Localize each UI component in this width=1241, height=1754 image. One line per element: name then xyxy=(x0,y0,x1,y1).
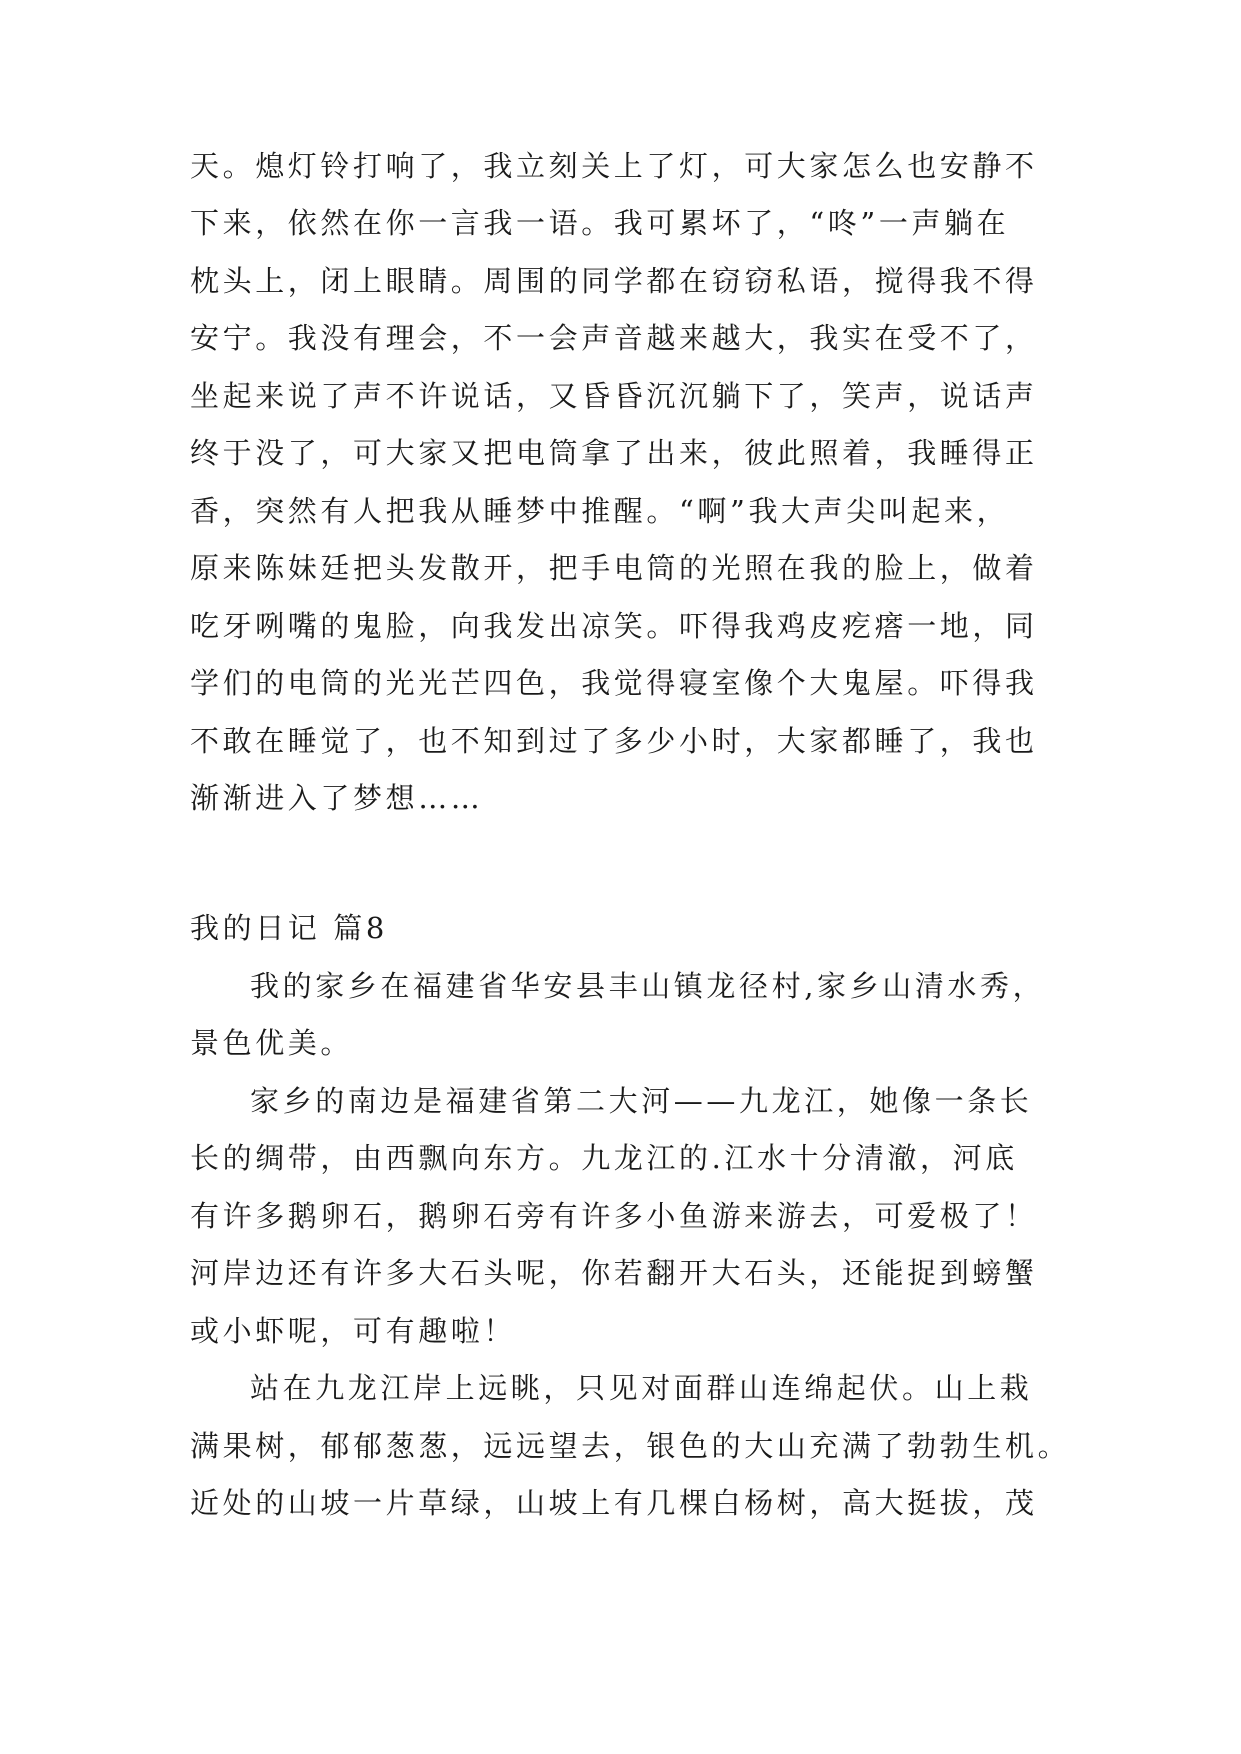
text-line: 河岸边还有许多大石头呢，你若翻开大石头，还能捉到螃蟹 xyxy=(190,1256,1038,1290)
text-line: 或小虾呢，可有趣啦！ xyxy=(190,1314,517,1348)
text-line: 终于没了，可大家又把电筒拿了出来，彼此照着，我睡得正 xyxy=(190,436,1038,470)
paragraph-first-line: 家乡的南边是福建省第二大河——九龙江，她像一条长 xyxy=(250,1084,1033,1118)
text-line: 近处的山坡一片草绿，山坡上有几棵白杨树，高大挺拔，茂 xyxy=(190,1486,1038,1520)
section-heading: 我的日记 篇8 xyxy=(190,911,388,945)
text-line: 不敢在睡觉了，也不知到过了多少小时，大家都睡了，我也 xyxy=(190,724,1038,758)
text-line: 枕头上，闭上眼睛。周围的同学都在窃窃私语，搅得我不得 xyxy=(190,264,1038,298)
text-line: 安宁。我没有理会，不一会声音越来越大，我实在受不了， xyxy=(190,321,1038,355)
paragraph-first-line: 站在九龙江岸上远眺，只见对面群山连绵起伏。山上栽 xyxy=(250,1371,1033,1405)
text-line: 满果树，郁郁葱葱，远远望去，银色的大山充满了勃勃生机。 xyxy=(190,1429,1071,1463)
text-line: 长的绸带，由西飘向东方。九龙江的.江水十分清澈，河底 xyxy=(190,1141,1018,1175)
paragraph-first-line: 我的家乡在福建省华安县丰山镇龙径村,家乡山清水秀， xyxy=(250,969,1046,1003)
text-line: 景色优美。 xyxy=(190,1026,354,1060)
text-line: 坐起来说了声不许说话，又昏昏沉沉躺下了，笑声，说话声 xyxy=(190,379,1038,413)
text-line: 有许多鹅卵石，鹅卵石旁有许多小鱼游来游去，可爱极了！ xyxy=(190,1199,1038,1233)
text-line: 原来陈妹廷把头发散开，把手电筒的光照在我的脸上，做着 xyxy=(190,551,1038,585)
text-line: 天。熄灯铃打响了，我立刻关上了灯，可大家怎么也安静不 xyxy=(190,149,1038,183)
text-line: 下来，依然在你一言我一语。我可累坏了，“咚”一声躺在 xyxy=(190,206,1010,240)
text-line: 学们的电筒的光光芒四色，我觉得寝室像个大鬼屋。吓得我 xyxy=(190,666,1038,700)
text-line: 吃牙咧嘴的鬼脸，向我发出凉笑。吓得我鸡皮疙瘩一地，同 xyxy=(190,609,1038,643)
text-line: 渐渐进入了梦想…… xyxy=(190,781,484,815)
text-line: 香，突然有人把我从睡梦中推醒。“啊”我大声尖叫起来， xyxy=(190,494,1010,528)
